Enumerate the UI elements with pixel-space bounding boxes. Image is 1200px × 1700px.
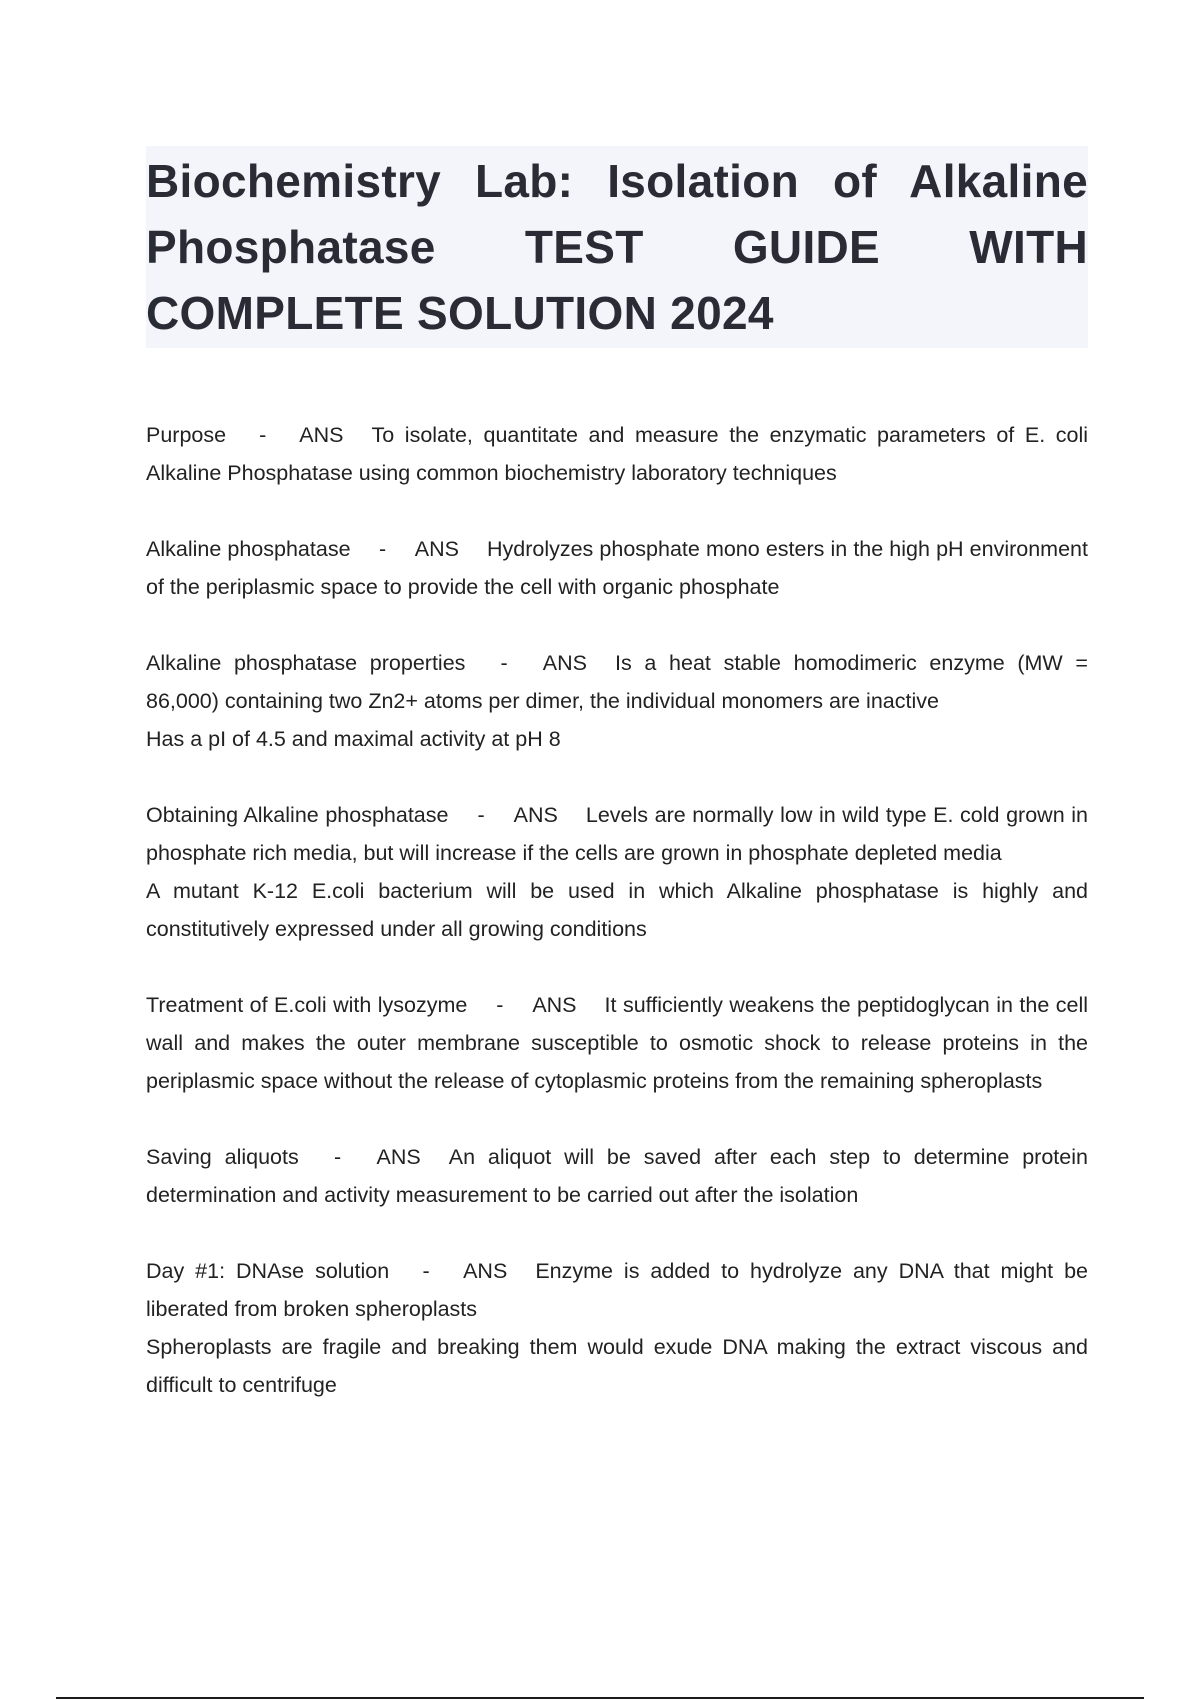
- qa-entry-main: [146, 986, 1088, 1100]
- qa-answer-marker: ANS: [414, 537, 459, 561]
- qa-term: Obtaining Alkaline phosphatase: [146, 803, 449, 827]
- qa-entry: [146, 530, 1088, 606]
- qa-answer-marker: ANS: [532, 993, 577, 1017]
- qa-term: Alkaline phosphatase properties: [146, 651, 466, 675]
- qa-entry-main: [146, 796, 1088, 872]
- qa-separator: -: [422, 1259, 430, 1283]
- qa-entry-main: [146, 530, 1088, 606]
- qa-answer-text: Is a heat stable homodimeric enzyme (MW = 86,000) containing two Zn2+ atoms per dimer, the individual monomers are inactive: [146, 651, 1088, 713]
- qa-answer-marker: ANS: [299, 423, 344, 447]
- qa-answer-text: An aliquot will be saved after each step to determine protein determination and activity measurement to be carried out after the isolation: [146, 1145, 1088, 1207]
- qa-entry: [146, 986, 1088, 1100]
- qa-answer-text: Levels are normally low in wild type E. cold grown in phosphate rich media, but will increase if the cells are grown in phosphate depleted media: [146, 803, 1088, 865]
- qa-answer-marker: ANS: [463, 1259, 508, 1283]
- qa-answer-extra: A mutant K-12 E.coli bacterium will be used in which Alkaline phosphatase is highly and constitutively expressed under all growing conditions: [146, 879, 1088, 941]
- title-block: [146, 146, 1088, 348]
- qa-separator: -: [477, 803, 485, 827]
- qa-entry-main: [146, 644, 1088, 720]
- qa-entry: [146, 416, 1088, 492]
- footer-divider: [56, 1697, 1144, 1699]
- qa-entry-main: [146, 1252, 1088, 1328]
- qa-answer-marker: ANS: [513, 803, 558, 827]
- qa-term: Alkaline phosphatase: [146, 537, 351, 561]
- qa-term: Purpose: [146, 423, 227, 447]
- qa-separator: -: [259, 423, 267, 447]
- qa-entry-main: [146, 416, 1088, 492]
- qa-term: Day #1: DNAse solution: [146, 1259, 390, 1283]
- qa-list: [146, 416, 1088, 1442]
- qa-separator: -: [496, 993, 504, 1017]
- qa-answer-text: It sufficiently weakens the peptidoglycan in the cell wall and makes the outer membrane susceptible to osmotic shock to release proteins in the periplasmic space without the release of cytoplasmic proteins from the remaining spheroplasts: [146, 993, 1088, 1093]
- document-title: Biochemistry Lab: Isolation of Alkaline Phosphatase TEST GUIDE WITH COMPLETE SOLUTION 2024: [146, 155, 1088, 339]
- qa-answer-text: Enzyme is added to hydrolyze any DNA that might be liberated from broken spheroplasts: [146, 1259, 1088, 1321]
- qa-answer-marker: ANS: [376, 1145, 421, 1169]
- qa-answer-text: Hydrolyzes phosphate mono esters in the high pH environment of the periplasmic space to provide the cell with organic phosphate: [146, 537, 1088, 599]
- qa-term: Saving aliquots: [146, 1145, 299, 1169]
- qa-entry: [146, 796, 1088, 948]
- qa-entry: [146, 644, 1088, 758]
- qa-answer-extra: Has a pI of 4.5 and maximal activity at pH 8: [146, 727, 561, 751]
- qa-term: Treatment of E.coli with lysozyme: [146, 993, 468, 1017]
- qa-separator: -: [500, 651, 508, 675]
- qa-answer-marker: ANS: [542, 651, 587, 675]
- qa-entry: [146, 1252, 1088, 1404]
- qa-entry-main: [146, 1138, 1088, 1214]
- qa-separator: -: [379, 537, 387, 561]
- qa-entry: [146, 1138, 1088, 1214]
- qa-separator: -: [334, 1145, 342, 1169]
- qa-answer-text: To isolate, quantitate and measure the enzymatic parameters of E. coli Alkaline Phosphatase using common biochemistry laboratory techniques: [146, 423, 1089, 485]
- qa-answer-extra: Spheroplasts are fragile and breaking them would exude DNA making the extract viscous and difficult to centrifuge: [146, 1335, 1088, 1397]
